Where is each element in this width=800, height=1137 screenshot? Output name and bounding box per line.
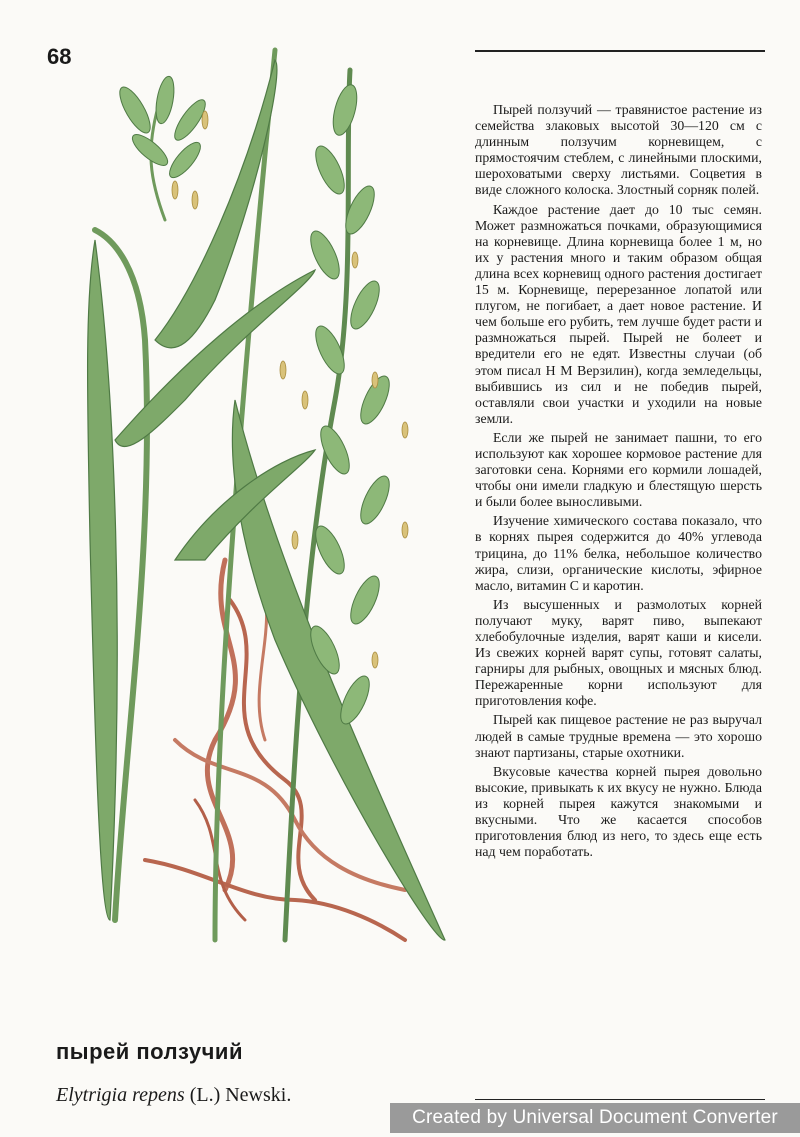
page-number: 68	[47, 44, 72, 69]
paragraph: Пырей как пищевое растение не раз выручал людей в самые трудные времена — это хорошо знают партизаны, старые охотники.	[475, 712, 762, 760]
top-rule	[475, 50, 765, 52]
latin-binomial: Elytrigia repens	[56, 1084, 185, 1106]
paragraph: Пырей ползучий — травянистое растение из семейства злаковых высотой 30—120 см с длинным ползучим корневищем, с прямостоячим стеблем, с линейными плоскими, шероховатыми сверху листьями. Соцветия в виде сложного колоска. Злостный сорняк полей.	[475, 102, 762, 198]
plant-latin-name	[56, 1084, 291, 1107]
plant-common-name: пырей ползучий	[56, 1039, 243, 1064]
paragraph: Изучение химического состава показало, что в корнях пырея содержится до 40% углевода трицина, до 11% белка, небольшое количество жира, слизи, органические кислоты, эфирное масло, витамин С и каротин.	[475, 513, 762, 593]
couch-grass-illustration	[55, 40, 455, 980]
paragraph: Вкусовые качества корней пырея довольно высокие, привыкать к их вкусу не нужно. Блюда из корней пырея кажутся знакомыми и вкусными. Что же касается способов приготовления блюд из него, то здесь еще есть над чем поработать.	[475, 763, 762, 860]
latin-authority: (L.) Newski.	[184, 1084, 292, 1106]
paragraph: Каждое растение дает до 10 тыс семян. Может размножаться почками, образующимися на корневище. Длина корневища более 1 м, но их у растения много и таким образом общая длина всех корневищ одного растения достигает 15 м. Корневище, перерезанное лопатой или плугом, не погибает, а дает новое растение. И чем больше его рубить, тем лучше будет расти и размножаться пырей. Пырей не болеет и вредители его не едят. Известны случаи (об этом писал Н М Верзилин), когда земледельцы, выбившись из сил и не победив пырей, оставляли свои участки и уходили на новые земли.	[475, 201, 762, 426]
article-text	[475, 102, 762, 863]
paragraph: Из высушенных и размолотых корней получают муку, варят пиво, выпекают хлебобулочные изделия, варят каши и кисели. Из свежих корней варят супы, готовят салаты, гарниры для рыбных, овощных и мясных блюд. Пережаренные корни используют для приготовления кофе.	[475, 596, 762, 709]
bottom-rule	[475, 1099, 765, 1100]
paragraph: Если же пырей не занимает пашни, то его используют как хорошее кормовое растение для заготовки сена. Корнями его кормили лошадей, чтобы они имели гладкую и блестящую шерсть и были более выносливыми.	[475, 429, 762, 510]
converter-watermark: Created by Universal Document Converter	[390, 1103, 800, 1133]
